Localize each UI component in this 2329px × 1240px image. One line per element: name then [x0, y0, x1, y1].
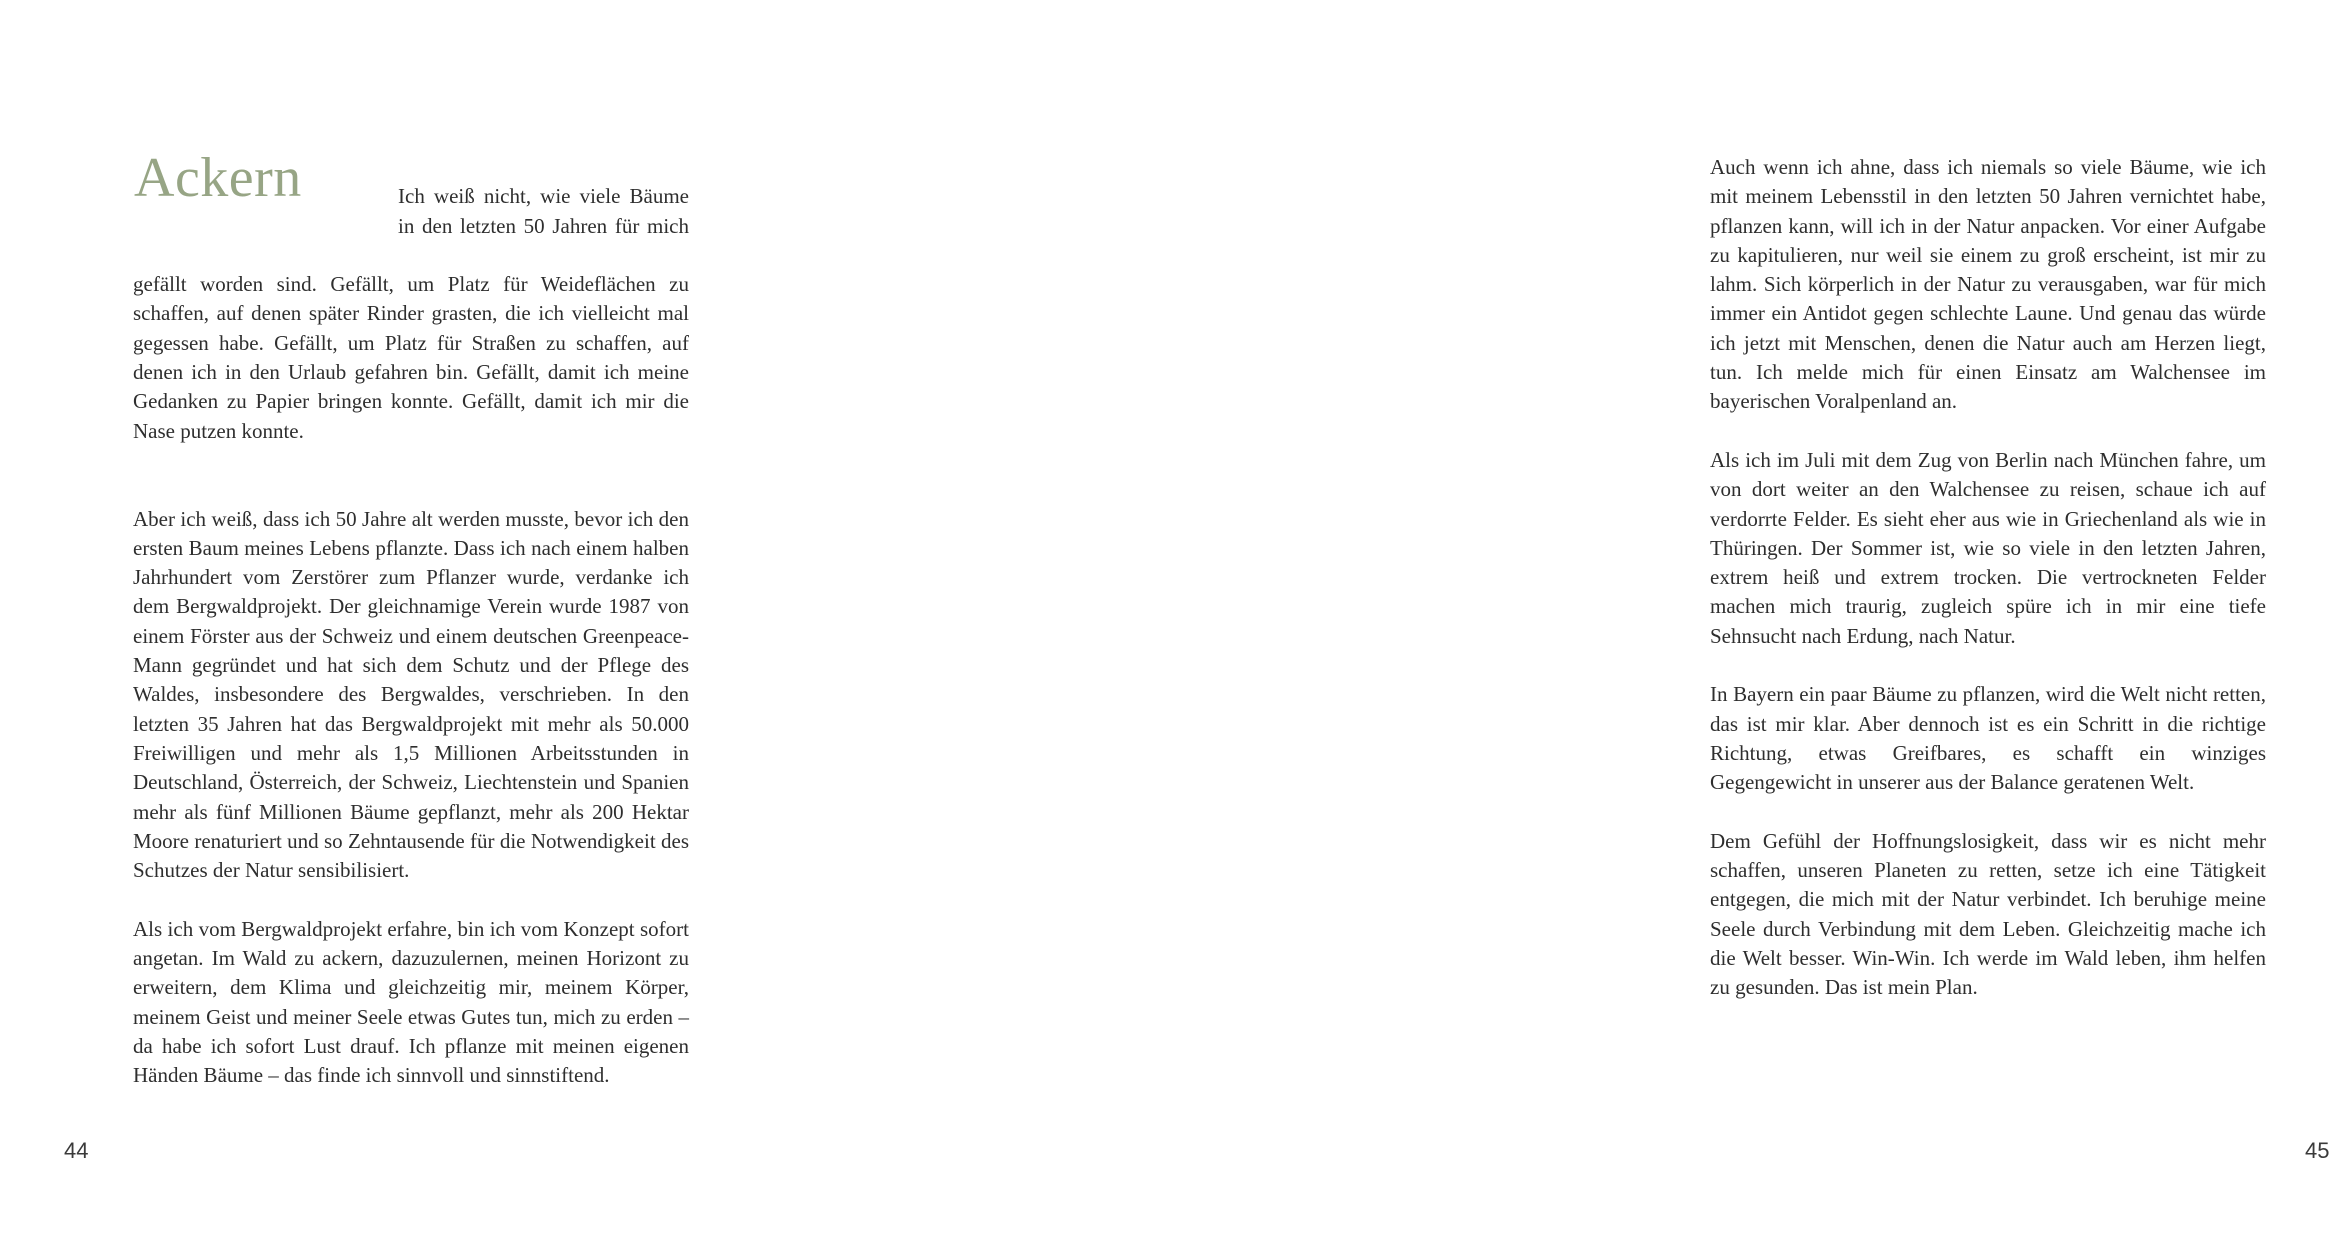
left-page [0, 0, 797, 1240]
paragraph: Aber ich weiß, dass ich 50 Jahre alt werden musste, bevor ich den ersten Baum meines Lebens pflanzte. Dass ich nach einem halben Jahrhundert vom Zerstörer zum Pflanzer wurde, verdanke ich dem Bergwaldprojekt. Der gleichnamige Verein wurde 1987 von einem Förster aus der Schweiz und einem deutschen Greenpeace-Mann gegründet und hat sich dem Schutz und der Pflege des Waldes, insbesondere des Bergwaldes, verschrieben. In den letzten 35 Jahren hat das Bergwaldprojekt mit mehr als 50.000 Freiwilligen und mehr als 1,5 Millionen Arbeitsstunden in Deutschland, Österreich, der Schweiz, Liechtenstein und Spanien mehr als fünf Millionen Bäume gepflanzt, mehr als 200 Hektar Moore renaturiert und so Zehntausende für die Notwendigkeit des Schutzes der Natur sensibilisiert. [133, 506, 689, 883]
paragraph: In Bayern ein paar Bäume zu pflanzen, wird die Welt nicht retten, das ist mir klar. Aber dennoch ist es ein Schritt in die richtige Richtung, etwas Greifbares, es schafft ein winziges Gegengewicht in unserer aus der Balance geratenen Welt. [1710, 682, 2266, 795]
right-page [797, 0, 2329, 1240]
paragraph: Als ich im Juli mit dem Zug von Berlin nach München fahre, um von dort weiter an den Walchensee zu reisen, schaue ich auf verdorrte Felder. Es sieht eher aus wie in Griechenland als wie in Thüringen. Der Sommer ist, wie so viele in den letzten Jahren, extrem heiß und extrem trocken. Die vertrockneten Felder machen mich traurig, zugleich spüre ich in mir eine tiefe Sehnsucht nach Erdung, nach Natur. [1710, 447, 2266, 648]
paragraph: Dem Gefühl der Hoffnungslosigkeit, dass wir es nicht mehr schaffen, unseren Planeten zu retten, setze ich eine Tätigkeit entgegen, die mich mit der Natur verbindet. Ich beruhige meine Seele durch Verbindung mit dem Leben. Gleichzeitig mache ich die Welt besser. Win-Win. Ich werde im Wald leben, ihm helfen zu gesunden. Das ist mein Plan. [1710, 828, 2266, 1000]
paragraph: Auch wenn ich ahne, dass ich niemals so viele Bäume, wie ich mit meinem Lebensstil in den letzten 50 Jahren vernichtet habe, pflanzen kann, will ich in der Natur anpacken. Vor einer Aufgabe zu kapitulieren, nur weil sie einem zu groß erscheint, ist mir zu lahm. Sich körperlich in der Natur zu verausgaben, war für mich immer ein Antidot gegen schlechte Laune. Und genau das würde ich jetzt mit Menschen, denen die Natur auch am Herzen liegt, tun. Ich melde mich für einen Einsatz am Walchensee im bayerischen Voralpenland an. [1710, 155, 2266, 414]
page-number-right: 45 [2305, 1138, 2329, 1163]
paragraph: Als ich vom Bergwaldprojekt erfahre, bin ich vom Konzept sofort angetan. Im Wald zu ackern, dazuzulernen, meinen Horizont zu erweitern, dem Klima und gleichzeitig mir, meinem Körper, meinem Geist und meiner Seele etwas Gutes tun, mich zu erden – da habe ich sofort Lust drauf. Ich pflanze mit meinen eigenen Händen Bäume – das finde ich sinnvoll und sinnstiftend. [133, 916, 689, 1088]
left-text-column [133, 153, 689, 1091]
page-number-left: 44 [64, 1138, 89, 1163]
right-text-column [1710, 153, 2266, 1003]
paragraph-opening-lines: Ich weiß nicht, wie viele Bäume in den letzten 50 Jahren für mich [398, 184, 689, 238]
paragraph [133, 153, 689, 475]
paragraph-continuation: gefällt worden sind. Gefällt, um Platz für Weideflächen zu schaffen, auf denen später Rinder grasten, die ich vielleicht mal gegessen habe. Gefällt, um Platz für Straßen zu schaffen, auf denen ich in den Urlaub gefahren bin. Gefällt, damit ich meine Gedanken zu Papier bringen konnte. Gefällt, damit ich mir die Nase putzen konnte. [133, 272, 689, 443]
chapter-title: Ackern [134, 147, 302, 209]
